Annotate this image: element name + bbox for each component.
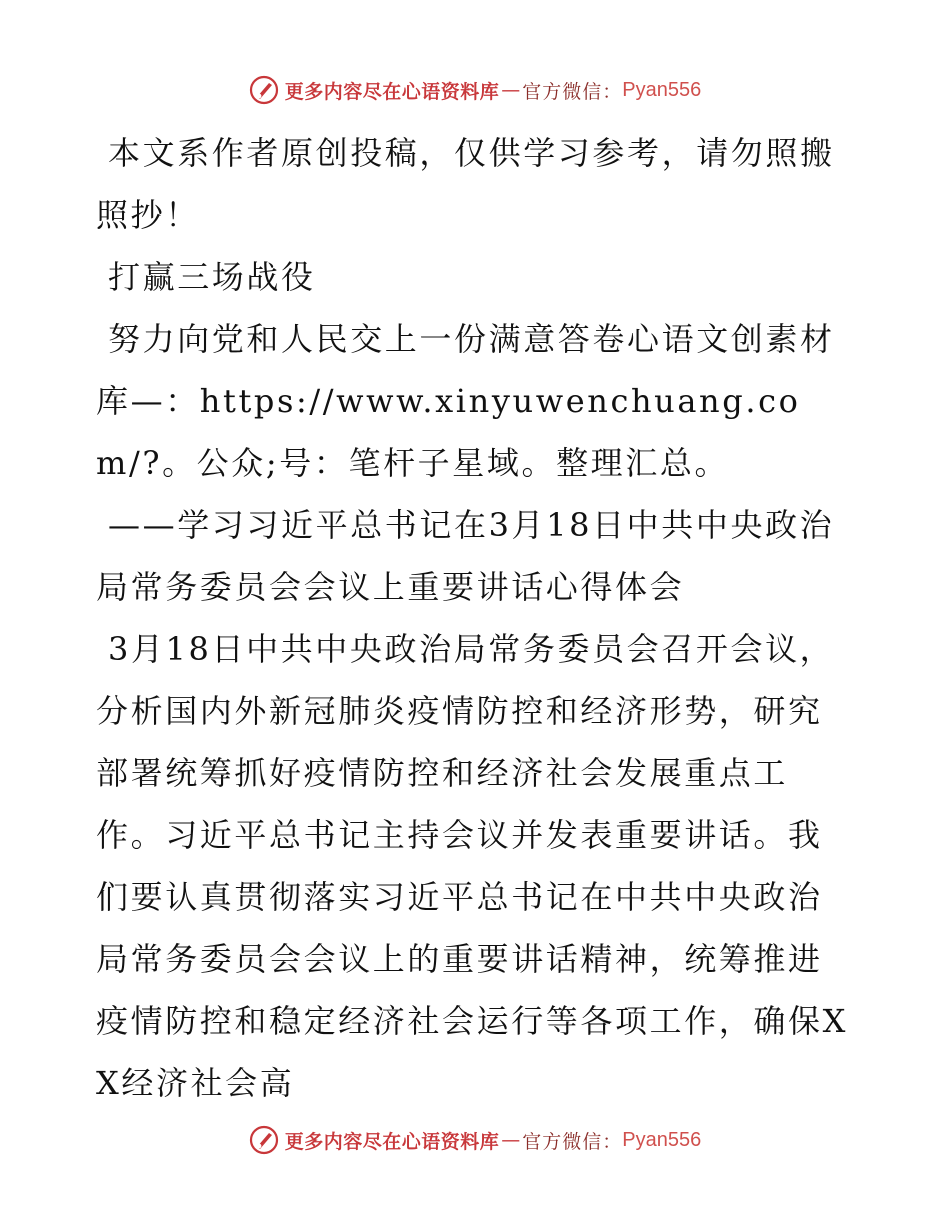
page-footer bbox=[0, 1122, 950, 1158]
body-paragraph: 3月18日中共中央政治局常务委员会召开会议，分析国内外新冠肺炎疫情防控和经济形势，研究部署统筹抓好疫情防控和经济社会发展重点工作。习近平总书记主持会议并发表重要讲话。我们要认真贯彻落实习近平总书记在中共中央政治局常务委员会会议上的重要讲话精神，统筹推进疫情防控和稳定经济社会运行等各项工作，确保XX经济社会高 bbox=[96, 630, 848, 1102]
document-title: 打赢三场战役 bbox=[108, 258, 316, 296]
footer-account: Pyan556 bbox=[622, 1128, 702, 1151]
copyright-notice: 本文系作者原创投稿，仅供学习参考，请勿照搬照抄！ bbox=[96, 134, 835, 234]
quill-pen-seal-icon bbox=[249, 1125, 279, 1155]
quill-pen-seal-icon bbox=[249, 75, 279, 105]
footer-label: 官方微信： bbox=[522, 1130, 623, 1153]
document-subtitle: 努力向党和人民交上一份满意答卷心语文创素材库—：https://www.xinyuwenchuang.com/?。公众;号：笔杆子星域。整理汇总。 bbox=[96, 320, 835, 482]
header-label: 官方微信： bbox=[522, 80, 623, 103]
page-header bbox=[0, 72, 950, 108]
header-separator: — bbox=[501, 79, 521, 101]
header-brand: 更多内容尽在心语资料库 bbox=[284, 80, 500, 103]
footer-brand: 更多内容尽在心语资料库 bbox=[284, 1130, 500, 1153]
document-byline: ——学习习近平总书记在3月18日中共中央政治局常务委员会会议上重要讲话心得体会 bbox=[96, 506, 835, 606]
document-body bbox=[96, 122, 856, 1114]
footer-separator: — bbox=[501, 1129, 521, 1151]
header-account: Pyan556 bbox=[622, 78, 702, 101]
